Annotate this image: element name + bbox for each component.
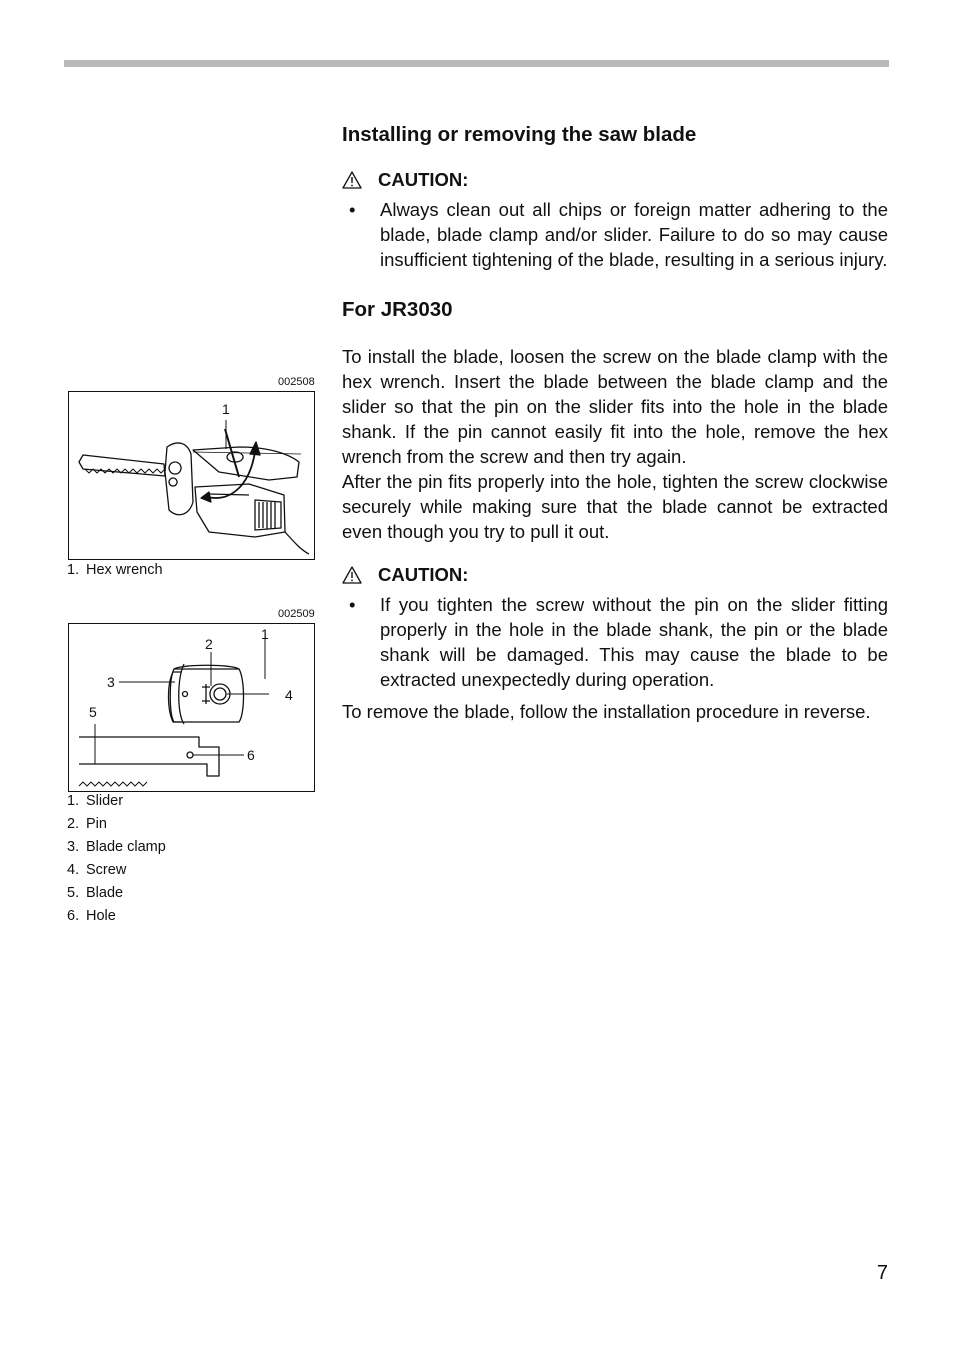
list-item: • If you tighten the screw without the pin on the slider fitting properly in the hole in the blade shank, the pin or the blade shank will be damaged. This may cause the blade to be extracted unexpectedly during operation. [349,594,888,690]
caution-list-1 [342,197,888,272]
figure-2-blade-clamp [68,623,315,792]
legend-item: 5. Blade [67,885,124,901]
caution-heading-1: CAUTION: [342,168,888,192]
warning-triangle-icon [342,171,362,189]
tighten-paragraph: After the pin fits properly into the hole, tighten the screw clockwise securely while making sure that the blade cannot be extracted even though you try to pull it out. [342,471,888,542]
figure-1-legend [67,559,163,582]
figure-2-callout-4: 4 [285,687,293,703]
figure-2-callout-6: 6 [247,747,255,763]
remove-paragraph: To remove the blade, follow the installation procedure in reverse. [342,701,871,722]
figure-2-callout-3: 3 [107,674,115,690]
caution-heading-2: CAUTION: [342,563,888,587]
blade-clamp-illustration [69,624,314,791]
legend-item: 1. Slider [67,793,124,809]
page-number: 7 [876,1262,888,1284]
figure-2-legend [67,790,166,928]
main-content [342,120,888,724]
figure-2-code: 002509 [278,608,315,620]
bullet-icon: • [349,199,356,220]
top-rule [64,60,889,67]
legend-item: 2. Pin [67,816,107,832]
figure-2-callout-1: 1 [261,626,269,642]
figure-1-hex-wrench [68,391,315,560]
figure-2-callout-2: 2 [205,636,213,652]
figure-1-code: 002508 [278,376,315,388]
warning-triangle-icon [342,566,362,584]
bullet-icon: • [349,594,356,615]
section-title: Installing or removing the saw blade [342,123,697,146]
subsection-title: For JR3030 [342,298,453,321]
legend-item: 4. Screw [67,862,127,878]
figure-1-callout-1: 1 [222,401,230,417]
legend-item: 3. Blade clamp [67,839,166,855]
caution-list-2 [342,592,888,692]
list-item: • Always clean out all chips or foreign matter adhering to the blade, blade clamp and/or slider. Failure to do so may cause insufficient tightening of the blade, resulting in a serious injury. [349,199,888,270]
legend-item: 1. Hex wrench [67,562,163,578]
legend-item: 6. Hole [67,908,116,924]
figure-2-callout-5: 5 [89,704,97,720]
hex-wrench-illustration [69,392,314,559]
install-paragraph: To install the blade, loosen the screw on the blade clamp with the hex wrench. Insert the blade between the blade clamp and the slider so that the pin on the slider fits into the hole in the blade shank. If the pin cannot easily fit into the hole, remove the hex wrench from the screw and then try again. [342,346,888,467]
